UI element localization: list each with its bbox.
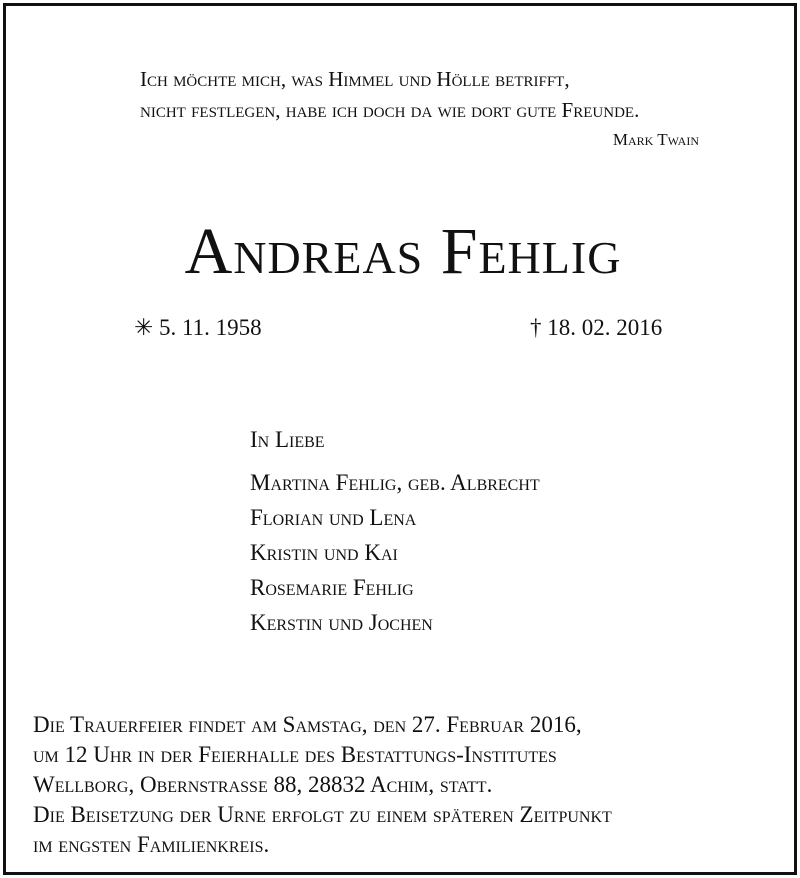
obituary-frame: [3, 3, 797, 875]
mourners-intro: In Liebe: [250, 427, 325, 452]
mourner-name: Martina Fehlig, geb. Albrecht: [250, 470, 540, 495]
notice-line: um 12 Uhr in der Feierhalle des Bestattungs-Institutes: [33, 742, 557, 767]
mourners-block: [250, 427, 540, 640]
death-date: † 18. 02. 2016: [530, 315, 663, 340]
quote-line: Ich möchte mich, was Himmel und Hölle betrifft,: [140, 67, 570, 91]
funeral-notice: [33, 710, 793, 860]
mourner-name: Rosemarie Fehlig: [250, 575, 414, 600]
quote-block: [140, 64, 740, 126]
mourner-name: Kerstin und Jochen: [250, 610, 433, 635]
mourner-name: Kristin und Kai: [250, 540, 398, 565]
deceased-name: Andreas Fehlig: [184, 215, 622, 288]
notice-line: Wellborg, Obernstrasse 88, 28832 Achim, statt.: [33, 772, 493, 797]
notice-line: Die Trauerfeier findet am Samstag, den 27. Februar 2016,: [33, 712, 582, 737]
notice-line: Die Beisetzung der Urne erfolgt zu einem späteren Zeitpunkt: [33, 802, 612, 827]
mourner-name: Florian und Lena: [250, 505, 417, 530]
quote-line: nicht festlegen, habe ich doch da wie dort gute Freunde.: [140, 98, 640, 122]
notice-line: im engsten Familienkreis.: [33, 832, 270, 857]
quote-author: Mark Twain: [612, 130, 699, 149]
birth-date: ✳ 5. 11. 1958: [134, 315, 262, 340]
